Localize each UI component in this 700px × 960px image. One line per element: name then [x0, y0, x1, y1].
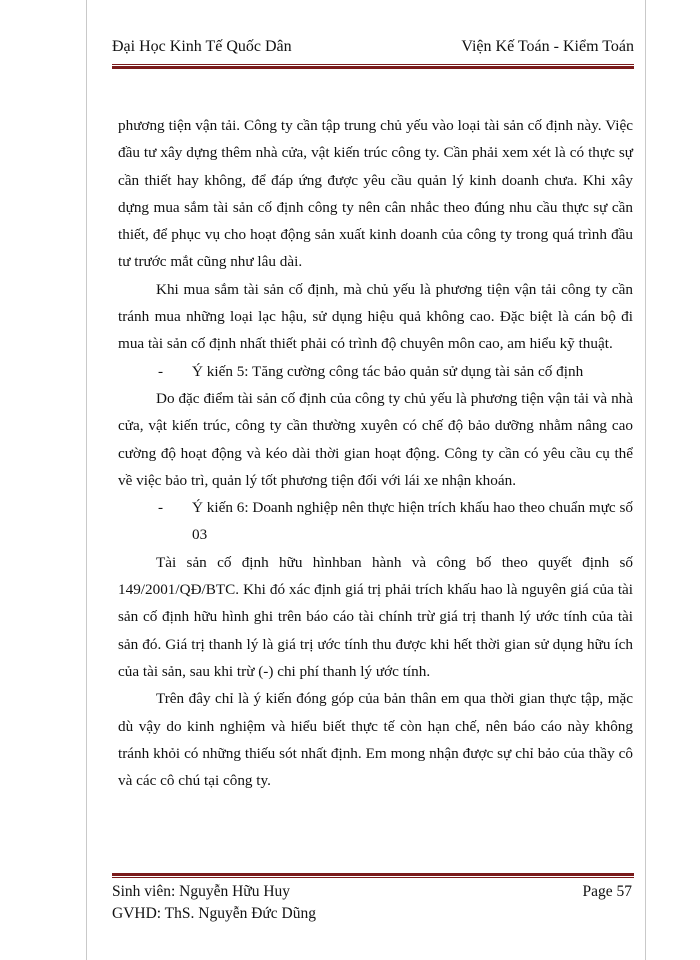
header-university: Đại Học Kinh Tế Quốc Dân [112, 38, 292, 55]
paragraph-3: Do đặc điểm tài sản cố định của công ty chủ yếu là phương tiện vận tải và nhà cửa, vật kiến trúc, công ty cần thường xuyên có chế độ bảo dưỡng nhằm nâng cao cường độ hoạt động và kéo dài thời gian hoạt động. Công ty cần có yêu cầu cụ thể về việc bảo trì, quản lý tốt phương tiện đối với lái xe nhận khoán. [118, 389, 633, 489]
bullet-item-6 [118, 494, 633, 549]
footer-info [112, 881, 316, 925]
paragraph-5: Trên đây chỉ là ý kiến đóng góp của bản thân em qua thời gian thực tập, mặc dù vậy do kinh nghiệm và hiểu biết thực tế còn hạn chế, nên báo cáo này không tránh khỏi có những thiếu sót nhất định. Em mong nhận được sự chỉ bảo của thầy cô và các cô chú tại công ty. [118, 690, 633, 790]
bullet-dash: - [158, 499, 164, 517]
bullet-text: Ý kiến 6: Doanh nghiệp nên thực hiện trích khấu hao theo chuẩn mực số 03 [192, 499, 633, 544]
bullet-text: Ý kiến 5: Tăng cường công tác bảo quản sử dụng tài sản cố định [192, 362, 584, 380]
header-rule [112, 64, 634, 69]
document-body [118, 112, 633, 794]
footer-advisor: GVHD: ThS. Nguyễn Đức Dũng [112, 905, 317, 922]
paragraph-4: Tài sản cố định hữu hìnhban hành và công bố theo quyết định số 149/2001/QĐ/BTC. Khi đó xác định giá trị phải trích khấu hao là nguyên giá của tài sản cố định hữu hình ghi trên báo cáo tài chính trừ giá trị thanh lý ước tính của tài sản đó. Giá trị thanh lý là giá trị ước tính thu được khi hết thời gian sử dụng hữu ích của tài sản, sau khi trừ (-) chi phí thanh lý ước tính. [118, 553, 633, 680]
page-header [112, 38, 634, 56]
bullet-dash: - [158, 362, 164, 380]
paragraph-2: Khi mua sắm tài sản cố định, mà chủ yếu là phương tiện vận tải công ty cần tránh mua những loại lạc hậu, sử dụng hiệu quả không cao. Đặc biệt là cán bộ đi mua tài sản cố định nhất thiết phải có trình độ chuyên môn cao, am hiểu kỹ thuật. [118, 280, 633, 353]
header-institute: Viện Kế Toán - Kiểm Toán [461, 38, 634, 55]
footer-student: Sinh viên: Nguyễn Hữu Huy [112, 883, 291, 900]
paragraph-1: phương tiện vận tải. Công ty cần tập trung chủ yếu vào loại tài sản cố định này. Việc đầu tư xây dựng thêm nhà cửa, vật kiến trúc công ty. Cần phải xem xét là có thực sự cần thiết hay không, để đáp ứng được yêu cầu quản lý kinh doanh chưa. Khi xây dựng mua sắm tài sản cố định công ty nên cân nhắc theo đúng nhu cầu thực sự cần thiết, để phục vụ cho hoạt động sản xuất kinh doanh của công ty trong quá trình đầu tư trước mắt cũng như lâu dài. [118, 117, 633, 271]
page-number: Page 57 [582, 883, 632, 900]
footer-rule [112, 873, 634, 878]
bullet-item-5 [118, 358, 633, 385]
